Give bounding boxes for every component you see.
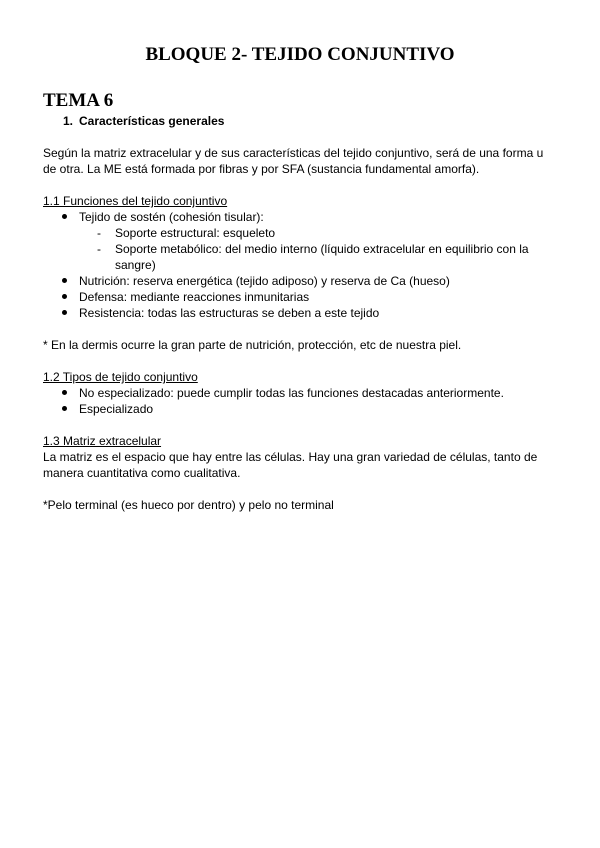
intro-line-2: de otra. La ME está formada por fibras y por SFA (sustancia fundamental amorfa). xyxy=(43,162,480,176)
bullet-icon xyxy=(62,406,67,411)
subheading-funciones: 1.1 Funciones del tejido conjuntivo xyxy=(43,194,228,208)
list-item: Especializado xyxy=(79,402,154,416)
intro-line-1: Según la matriz extracelular y de sus características del tejido conjuntivo, será de una forma u xyxy=(43,146,544,160)
dash-icon: - xyxy=(97,242,101,256)
bullet-icon xyxy=(62,214,67,219)
bullet-icon xyxy=(62,278,67,283)
bullet-icon xyxy=(62,294,67,299)
bullet-icon xyxy=(62,310,67,315)
list-item: Soporte estructural: esqueleto xyxy=(115,226,276,240)
list-item: Defensa: mediante reacciones inmunitarias xyxy=(79,290,310,304)
note-dermis: * En la dermis ocurre la gran parte de nutrición, protección, etc de nuestra piel. xyxy=(43,338,462,352)
subheading-tipos: 1.2 Tipos de tejido conjuntivo xyxy=(43,370,198,384)
list-item: Resistencia: todas las estructuras se deben a este tejido xyxy=(79,306,380,320)
section-heading: Características generales xyxy=(79,114,225,128)
tema-heading: TEMA 6 xyxy=(43,90,114,111)
matriz-line-2: manera cuantitativa como cualitativa. xyxy=(43,466,241,480)
list-item: Nutrición: reserva energética (tejido adiposo) y reserva de Ca (hueso) xyxy=(79,274,450,288)
bullet-icon xyxy=(62,390,67,395)
document-title: BLOQUE 2- TEJIDO CONJUNTIVO xyxy=(145,44,455,65)
list-item: Soporte metabólico: del medio interno (líquido extracelular en equilibrio con la xyxy=(115,242,529,256)
note-pelo: *Pelo terminal (es hueco por dentro) y pelo no terminal xyxy=(43,498,334,512)
section-number: 1. xyxy=(63,114,74,128)
list-item-continuation: sangre) xyxy=(115,258,156,272)
dash-icon: - xyxy=(97,226,101,240)
subheading-matriz: 1.3 Matriz extracelular xyxy=(43,434,162,448)
list-item: Tejido de sostén (cohesión tisular): xyxy=(79,210,264,224)
matriz-line-1: La matriz es el espacio que hay entre las células. Hay una gran variedad de células, tanto de xyxy=(43,450,538,464)
list-item: No especializado: puede cumplir todas las funciones destacadas anteriormente. xyxy=(79,386,504,400)
